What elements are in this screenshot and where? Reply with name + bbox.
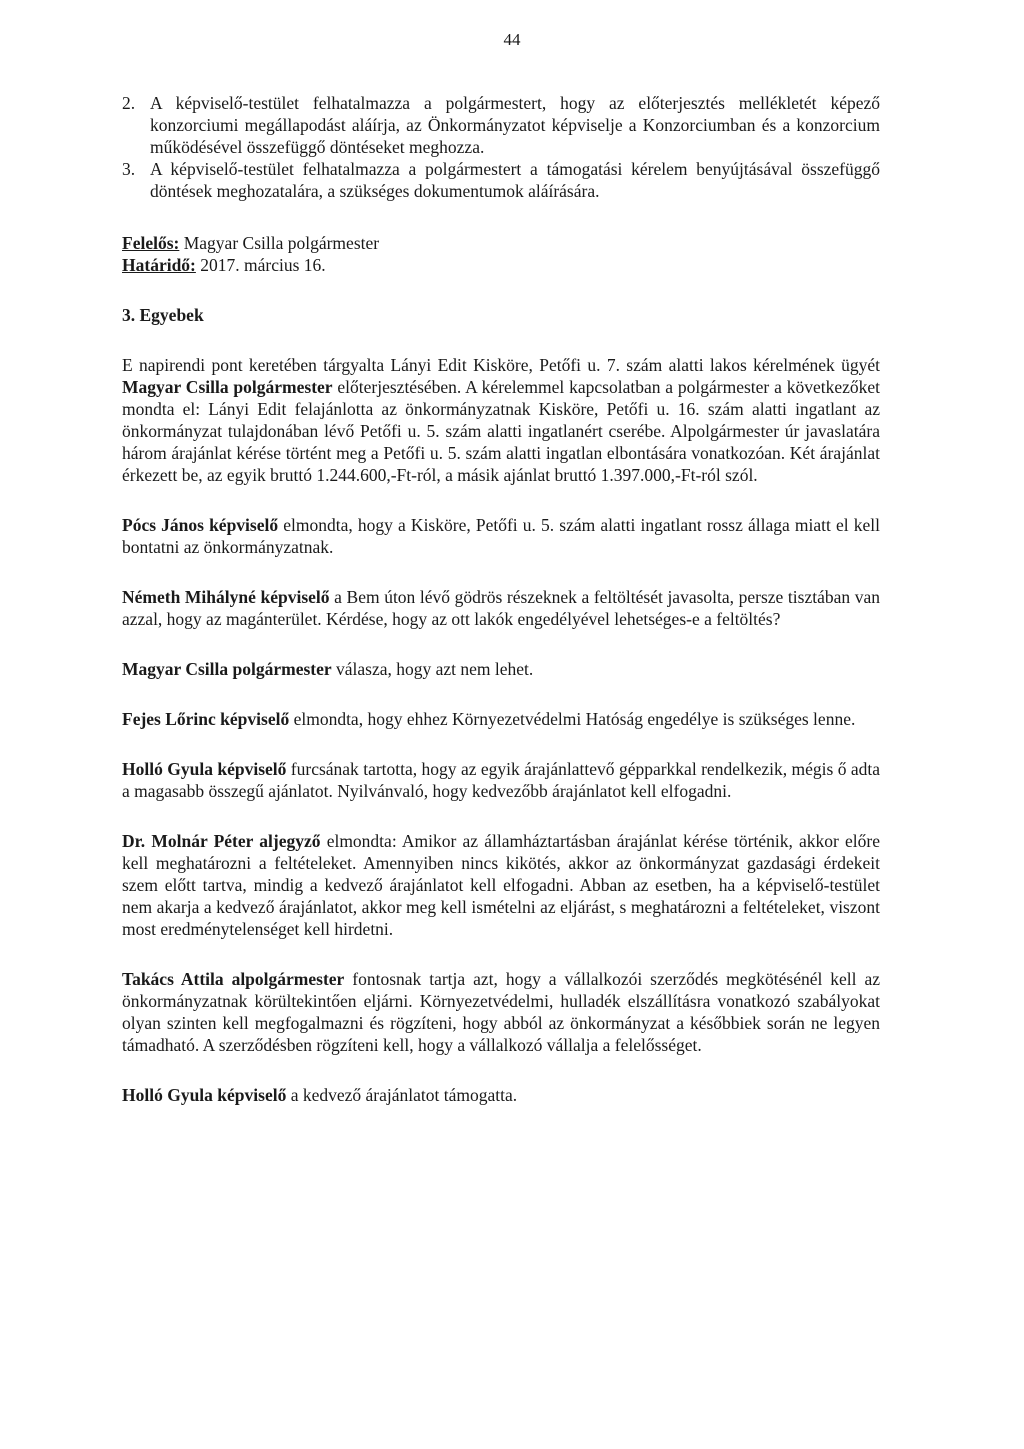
resolution-item: [122, 158, 880, 202]
page-number: 44: [503, 30, 521, 49]
responsibility-block: [122, 232, 880, 276]
speaker-name: Németh Mihályné képviselő: [122, 587, 330, 607]
paragraph: [122, 968, 880, 1056]
speaker-name: Pócs János képviselő: [122, 515, 279, 535]
paragraph-text: a kedvező árajánlatot támogatta.: [286, 1085, 518, 1105]
paragraph-text: E napirendi pont keretében tárgyalta Lányi Edit Kisköre, Petőfi u. 7. szám alatti lakos kérelmének ügyét: [122, 355, 880, 375]
speaker-name: Holló Gyula képviselő: [122, 1085, 287, 1105]
responsible-line: [122, 232, 880, 254]
speaker-name: Dr. Molnár Péter aljegyző: [122, 831, 321, 851]
paragraph-text: elmondta, hogy a Kisköre, Petőfi u. 5. szám alatti ingatlant rossz állaga miatt el kell bontatni az önkormányzatnak.: [122, 515, 880, 557]
paragraph: [122, 658, 880, 680]
resolution-number: 2.: [122, 93, 136, 113]
paragraph: [122, 586, 880, 630]
paragraph-text: válasza, hogy azt nem lehet.: [331, 659, 534, 679]
resolution-number: 3.: [122, 159, 136, 179]
speaker-name: Magyar Csilla polgármester: [122, 377, 333, 397]
resolution-item: [122, 92, 880, 158]
speaker-name: Holló Gyula képviselő: [122, 759, 287, 779]
paragraph-text: elmondta: Amikor az államháztartásban árajánlat kérése történik, akkor előre kell meghatározni a feltételeket. Amennyiben nincs kikötés, akkor az önkormányzat gazdasági érdekeit szem előtt tartva, mindig a kedvező árajánlatot kell elfogadni. Abban az esetben, ha a képviselő-testület nem akarja a kedvező árajánlatot, akkor meg kell ismételni az eljárást, s meghatározni a feltételeket, viszont most eredménytelenséget kell hirdetni.: [122, 831, 880, 939]
paragraph: [122, 514, 880, 558]
paragraph-text: furcsának tartotta, hogy az egyik árajánlattevő gépparkkal rendelkezik, mégis ő adta a magasabb összegű ajánlatot. Nyilvánvaló, hogy kedvezőbb árajánlatot kell elfogadni.: [122, 759, 880, 801]
paragraph-text: a Bem úton lévő gödrös részeknek a feltöltését javasolta, persze tisztában van azzal, hogy az magánterület. Kérdése, hogy az ott lakók engedélyével lehetséges-e a feltöltés?: [122, 587, 880, 629]
paragraph: [122, 830, 880, 940]
paragraph-text: fontosnak tartja azt, hogy a vállalkozói szerződés megkötésénél kell az önkormányzatnak körültekintően eljárni. Környezetvédelmi, hulladék elszállításra vonatkozó szabályokat olyan szinten kell megfogalmazni és rögzíteni, hogy abból az önkormányzat a későbbiek során ne legyen támadható. A szerződésben rögzíteni kell, hogy a vállalkozó vállalja a felelősséget.: [122, 969, 881, 1055]
responsible-label: Felelős:: [122, 233, 180, 253]
section-heading: 3. Egyebek: [122, 305, 204, 325]
paragraph-text: előterjesztésében. A kérelemmel kapcsolatban a polgármester a következőket mondta el: Lányi Edit felajánlotta az önkormányzatnak Kisköre, Petőfi u. 16. szám alatti ingatlant az önkormányzat tulajdonában lévő Petőfi u. 5. szám alatti ingatlanért cserébe. Alpolgármester úr javaslatára három árajánlat kérése történt meg a Petőfi u. 5. szám alatti ingatlan elbontására vonatkozóan. Két árajánlat érkezett be, az egyik bruttó 1.244.600,-Ft-ról, a másik ajánlat bruttó 1.397.000,-Ft-ról szól.: [122, 377, 880, 485]
paragraph: [122, 708, 880, 730]
responsible-value: Magyar Csilla polgármester: [179, 233, 380, 253]
resolution-text: A képviselő-testület felhatalmazza a polgármestert a támogatási kérelem benyújtásával összefüggő döntések meghozatalára, a szükséges dokumentumok aláírására.: [150, 159, 880, 201]
page-content: [122, 92, 880, 1106]
paragraph: [122, 354, 880, 486]
deadline-line: [122, 254, 880, 276]
deadline-value: 2017. március 16.: [195, 255, 326, 275]
paragraph: [122, 1084, 880, 1106]
paragraph-text: elmondta, hogy ehhez Környezetvédelmi Hatóság engedélye is szükséges lenne.: [289, 709, 856, 729]
deadline-label: Határidő:: [122, 255, 196, 275]
speaker-name: Fejes Lőrinc képviselő: [122, 709, 290, 729]
speaker-name: Magyar Csilla polgármester: [122, 659, 332, 679]
speaker-name: Takács Attila alpolgármester: [122, 969, 345, 989]
paragraph: [122, 758, 880, 802]
resolution-text: A képviselő-testület felhatalmazza a polgármestert, hogy az előterjesztés mellékletét képező konzorciumi megállapodást aláírja, az Önkormányzatot képviselje a Konzorciumban és a konzorcium működésével összefüggő döntéseket meghozza.: [150, 93, 880, 157]
